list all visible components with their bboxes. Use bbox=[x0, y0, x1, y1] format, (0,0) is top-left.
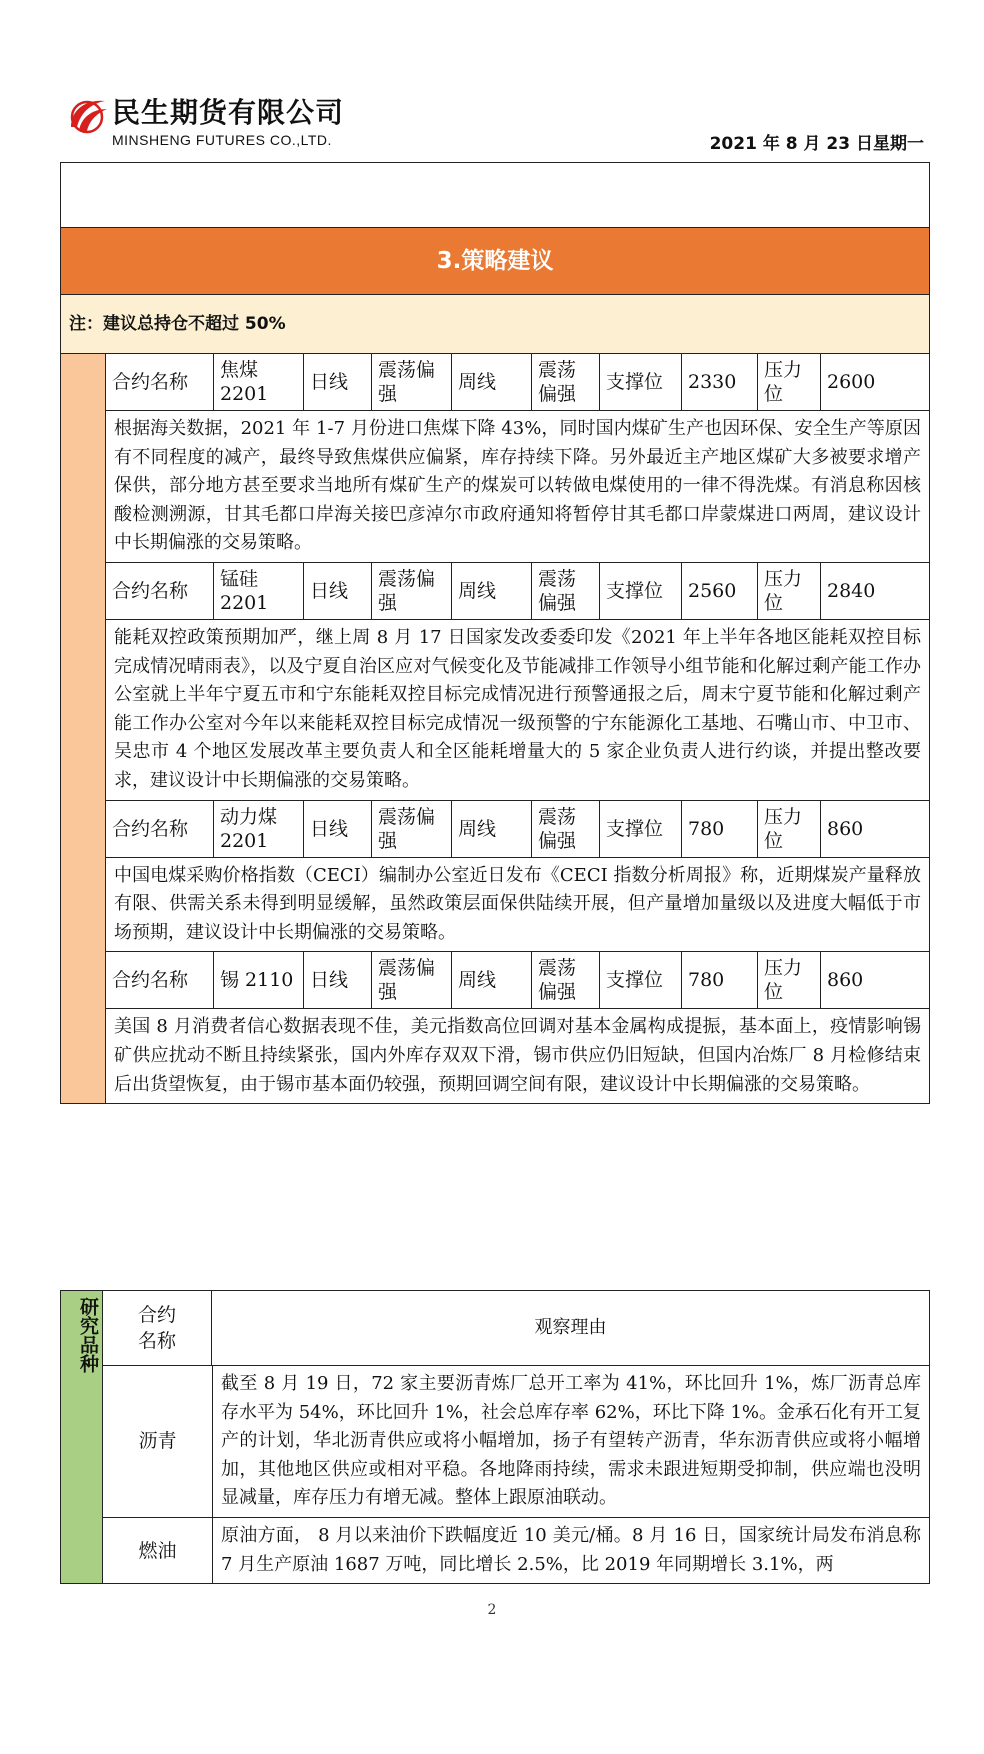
weekly-trend: 震荡偏强 bbox=[532, 354, 600, 410]
support-label: 支撑位 bbox=[600, 563, 682, 619]
resistance-label: 压力位 bbox=[758, 354, 821, 410]
research-reason: 原油方面， 8 月以来油价下跌幅度近 10 美元/桶。8 月 16 日，国家统计局发布消息称 7 月生产原油 1687 万吨，同比增长 2.5%，比 2019 年同期增长 3.1%，两 bbox=[221, 1524, 921, 1575]
daily-trend: 震荡偏强 bbox=[372, 354, 452, 410]
contract-name: 焦煤2201 bbox=[214, 354, 304, 410]
contract-row bbox=[106, 801, 929, 858]
contract-analysis: 美国 8 月消费者信心数据表现不佳，美元指数高位回调对基本金属构成提振，基本面上，疫情影响锡矿供应扰动不断且持续紧张，国内外库存双双下滑，锡市供应仍旧短缺，但国内冶炼厂 8 月检修结束后出货望恢复，由于锡市基本面仍较强，预期回调空间有限，建议设计中长期偏涨的交易策略。 bbox=[114, 1016, 921, 1095]
contract-label: 合约名称 bbox=[106, 801, 214, 857]
weekly-label: 周线 bbox=[452, 952, 532, 1008]
research-side-label: 研究品种 bbox=[61, 1291, 103, 1583]
support-value: 2330 bbox=[682, 354, 758, 410]
weekly-label: 周线 bbox=[452, 354, 532, 410]
contract-name: 锡 2110 bbox=[214, 952, 304, 1008]
weekly-label: 周线 bbox=[452, 801, 532, 857]
page-number: 2 bbox=[487, 1602, 497, 1618]
resistance-label: 压力位 bbox=[758, 952, 821, 1008]
resistance-label: 压力位 bbox=[758, 801, 821, 857]
resistance-value: 860 bbox=[827, 969, 864, 992]
research-table bbox=[103, 1291, 929, 1583]
contract-label: 合约名称 bbox=[106, 354, 214, 410]
strategy-tables bbox=[106, 354, 929, 1103]
resistance-value: 860 bbox=[827, 817, 864, 840]
daily-trend: 震荡偏强 bbox=[372, 952, 452, 1008]
strategy-content bbox=[61, 354, 929, 1103]
contract-analysis: 中国电煤采购价格指数（CECI）编制办公室近日发布《CECI 指数分析周报》称，近期煤炭产量释放有限、供需关系未得到明显缓解，虽然政策层面保供陆续开展，但产量增加量级以及进度大幅低于市场预期，建议设计中长期偏涨的交易策略。 bbox=[106, 858, 929, 953]
minsheng-logo-icon bbox=[65, 93, 109, 137]
contract-analysis: 能耗双控政策预期加严，继上周 8 月 17 日国家发改委委印发《2021 年上半年各地区能耗双控目标完成情况晴雨表》，以及宁夏自治区应对气候变化及节能减排工作领导小组节能和化解过剩产能工作办公室就上半年宁夏五市和宁东能耗双控目标完成情况进行预警通报之后，周末宁夏节能和化解过剩产能工作办公室对今年以来能耗双控目标完成情况一级预警的宁东能源化工基地、石嘴山市、中卫市、吴忠市 4 个地区发展改革主要负责人和全区能耗增量大的 5 家企业负责人进行约谈，并提出整改要求，建议设计中长期偏涨的交易策略。 bbox=[106, 620, 929, 801]
side-strip bbox=[61, 354, 106, 1103]
support-label: 支撑位 bbox=[600, 952, 682, 1008]
contract-label: 合约名称 bbox=[106, 563, 214, 619]
daily-trend: 震荡偏强 bbox=[372, 801, 452, 857]
strategy-section bbox=[60, 162, 930, 1104]
report-date: 2021 年 8 月 23 日星期一 bbox=[709, 134, 924, 154]
contract-row bbox=[106, 952, 929, 1009]
daily-label: 日线 bbox=[304, 354, 372, 410]
support-label: 支撑位 bbox=[600, 801, 682, 857]
daily-label: 日线 bbox=[304, 801, 372, 857]
research-reason: 截至 8 月 19 日，72 家主要沥青炼厂总开工率为 41%，环比回升 1%，炼厂沥青总库存水平为 54%，环比回升 1%，社会总库存率 62%，环比下降 1%。金承石化有开工复产的计划，华北沥青供应或将小幅增加，扬子有望转产沥青，华东沥青供应或将小幅增加，其他地区供应或相对平稳。各地降雨持续，需求未跟进短期受抑制，供应端也没明显减量，库存压力有增无减。整体上跟原油联动。 bbox=[221, 1373, 922, 1509]
research-section bbox=[60, 1290, 930, 1584]
contract-analysis: 根据海关数据，2021 年 1-7 月份进口焦煤下降 43%，同时国内煤矿生产也因环保、安全生产等原因有不同程度的减产，最终导致焦煤供应偏紧，库存持续下降。另外最近主产地区煤矿大多被要求增产保供，部分地方甚至要求当地所有煤矿生产的煤炭可以转做电煤使用的一律不得洗煤。有消息称因核酸检测溯源，甘其毛都口岸海关接巴彦淖尔市政府通知将暂停甘其毛都口岸蒙煤进口两周，建议设计中长期偏涨的交易策略。 bbox=[106, 411, 929, 563]
research-name: 燃油 bbox=[103, 1518, 213, 1583]
daily-trend: 震荡偏强 bbox=[372, 563, 452, 619]
support-value: 780 bbox=[682, 952, 758, 1008]
support-value: 780 bbox=[682, 801, 758, 857]
daily-label: 日线 bbox=[304, 563, 372, 619]
research-name: 沥青 bbox=[103, 1366, 213, 1517]
company-name-cn: 民生期货有限公司 bbox=[112, 96, 345, 129]
strategy-title: 3.策略建议 bbox=[61, 228, 929, 295]
position-note: 注：建议总持仓不超过 50% bbox=[61, 295, 929, 354]
support-label: 支撑位 bbox=[600, 354, 682, 410]
resistance-label: 压力位 bbox=[758, 563, 821, 619]
contract-name: 动力煤2201 bbox=[214, 801, 304, 857]
weekly-label: 周线 bbox=[452, 563, 532, 619]
resistance-value: 2600 bbox=[827, 371, 876, 393]
research-row bbox=[103, 1518, 929, 1583]
header-reason: 观察理由 bbox=[534, 1316, 607, 1338]
contract-row bbox=[106, 354, 929, 411]
contract-label: 合约名称 bbox=[106, 952, 214, 1008]
weekly-trend: 震荡偏强 bbox=[532, 563, 600, 619]
header-contract-name: 合约名称 bbox=[103, 1291, 212, 1365]
company-name-en: MINSHENG FUTURES CO.,LTD. bbox=[112, 132, 332, 148]
contract-name: 锰硅2201 bbox=[214, 563, 304, 619]
weekly-trend: 震荡偏强 bbox=[532, 952, 600, 1008]
page-header bbox=[60, 85, 932, 153]
contract-row bbox=[106, 563, 929, 620]
support-value: 2560 bbox=[682, 563, 758, 619]
blank-row bbox=[61, 163, 929, 228]
resistance-value: 2840 bbox=[827, 579, 876, 602]
daily-label: 日线 bbox=[304, 952, 372, 1008]
research-row bbox=[103, 1366, 929, 1518]
research-header-row bbox=[103, 1291, 929, 1366]
weekly-trend: 震荡偏强 bbox=[532, 801, 600, 857]
